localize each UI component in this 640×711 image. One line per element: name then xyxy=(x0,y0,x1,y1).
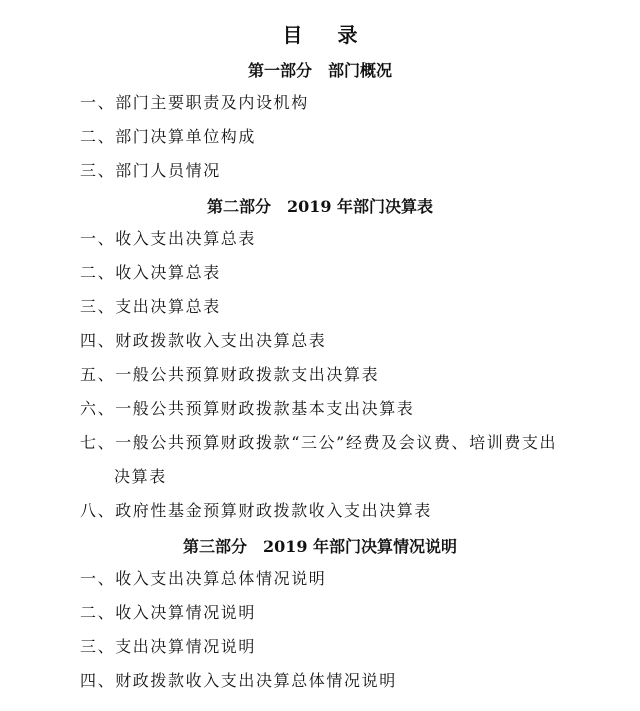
toc-item[interactable]: 六、一般公共预算财政拨款基本支出决算表 xyxy=(80,399,415,418)
toc-item[interactable]: 三、支出决算总表 xyxy=(80,297,221,316)
toc-item[interactable]: 四、财政拨款收入支出决算总表 xyxy=(80,331,327,350)
toc-item-wrapped[interactable] xyxy=(80,426,570,494)
toc-item[interactable]: 三、部门人员情况 xyxy=(80,161,221,180)
toc-item[interactable]: 二、收入决算总表 xyxy=(80,263,221,282)
toc-item[interactable]: 四、财政拨款收入支出决算总体情况说明 xyxy=(80,671,397,690)
section-heading-part-2: 第二部分 2019 年部门决算表 xyxy=(206,197,434,216)
toc-item[interactable]: 一、收入支出决算总表 xyxy=(80,229,257,248)
toc-title: 目 录 xyxy=(282,23,372,47)
toc-item[interactable]: 一、收入支出决算总体情况说明 xyxy=(80,569,327,588)
toc-item[interactable]: 二、收入决算情况说明 xyxy=(80,603,257,622)
toc-item[interactable]: 三、支出决算情况说明 xyxy=(80,637,257,656)
section-heading-part-3: 第三部分 2019 年部门决算情况说明 xyxy=(182,537,458,556)
toc-item[interactable]: 五、一般公共预算财政拨款支出决算表 xyxy=(80,365,380,384)
toc-item[interactable]: 一、部门主要职责及内设机构 xyxy=(80,93,309,112)
toc-item-text: 七、一般公共预算财政拨款“三公”经费及会议费、培训费支出决算表 xyxy=(80,433,558,486)
toc-item[interactable]: 二、部门决算单位构成 xyxy=(80,127,257,146)
section-heading-part-1: 第一部分 部门概况 xyxy=(247,61,392,80)
toc-item[interactable]: 八、政府性基金预算财政拨款收入支出决算表 xyxy=(80,501,433,520)
